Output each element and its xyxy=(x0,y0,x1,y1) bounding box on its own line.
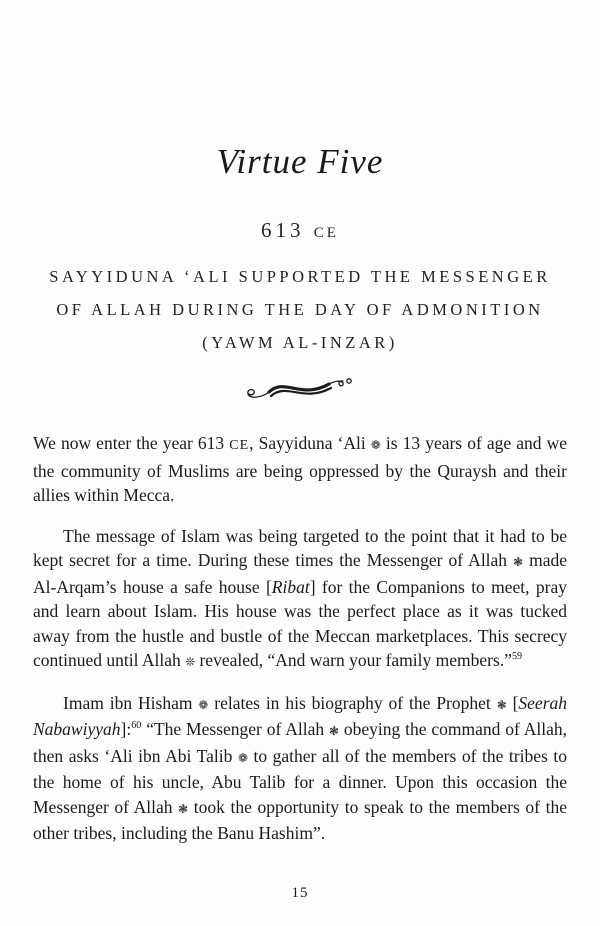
body-text xyxy=(33,431,567,846)
chapter-date-year: 613 xyxy=(261,218,305,242)
chapter-heading-line: (YAWM AL-INZAR) xyxy=(202,333,398,352)
section-divider xyxy=(33,371,567,407)
chapter-heading xyxy=(33,260,567,359)
chapter-date-era: CE xyxy=(313,225,339,241)
chapter-heading-line: SAYYIDUNA ‘ALI SUPPORTED THE MESSENGER xyxy=(49,267,551,286)
page-title: Virtue Five xyxy=(216,142,384,181)
paragraph: Imam ibn Hisham ❁ relates in his biography of the Prophet ❃ [Seerah Nabawiyyah]:$^{60}$ “The Messenger of Allah ❃ obeying the command of Allah, then asks ‘Ali ibn Abi Talib ❁ to gather all of the members of the tribes to the home of his uncle, Abu Talib for a dinner. Upon this occasion the Messenger of Allah ❃ took the opportunity to speak to the members of the other tribes, including the Banu Hashim”. xyxy=(33,692,568,843)
flourish-divider-icon xyxy=(237,371,363,405)
paragraph: The message of Islam was being targeted to the point that it had to be kept secret for a time. During these times the Messenger of Allah ❃ made Al-Arqam’s house a safe house [Ribat] for the Companions to meet, pray and learn about Islam. His house was the perfect place as it was tucked away from the hustle and bustle of the Meccan marketplaces. This secrecy continued until Allah ❊ revealed, “And warn your family members.”$^{59}$ xyxy=(33,525,567,670)
paragraph: We now enter the year 613 CE, Sayyiduna ‘Ali ❁ is 13 years of age and we the community of Muslims are being oppressed by the Quraysh and their allies within Mecca. xyxy=(33,433,567,505)
page-number: 15 xyxy=(291,885,309,901)
chapter-heading-line: OF ALLAH DURING THE DAY OF ADMONITION xyxy=(56,300,544,319)
chapter-date xyxy=(33,218,567,243)
